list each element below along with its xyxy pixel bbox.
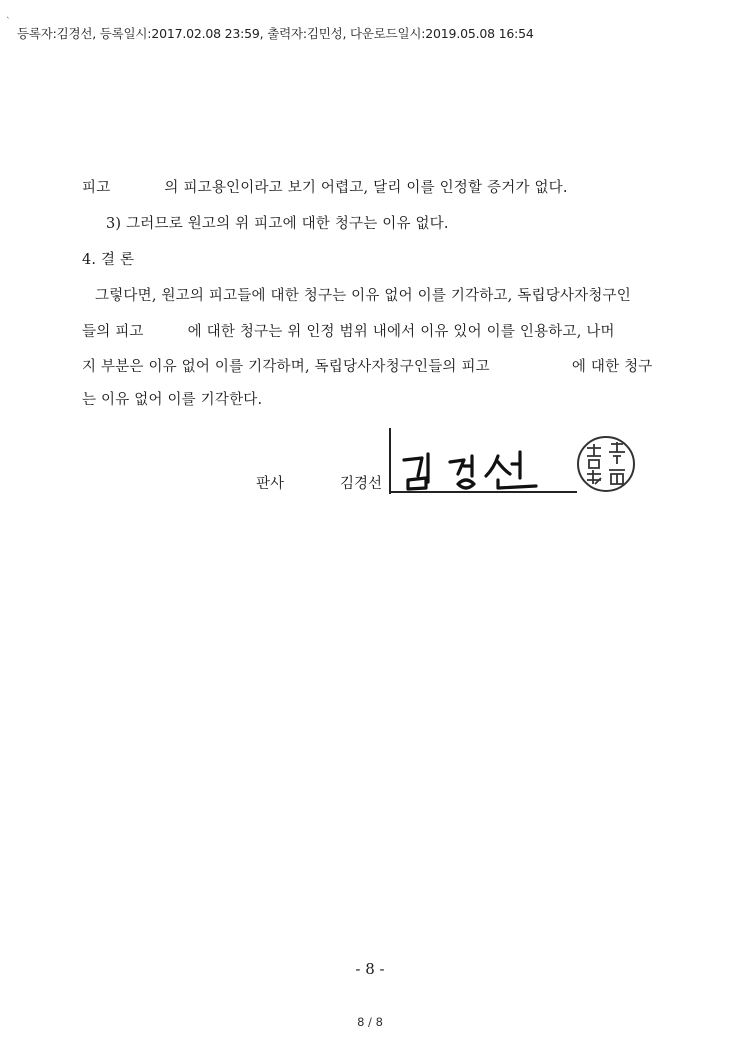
judge-seal (575, 434, 637, 494)
page-number: - 8 - (355, 960, 385, 978)
defendant-label: 피고 (82, 180, 111, 196)
conclusion-line-3-b: 에 대한 청구 (571, 359, 653, 375)
page-counter: 8 / 8 (357, 1015, 383, 1029)
section-heading-conclusion: 4. 결 론 (82, 252, 135, 268)
conclusion-line-2-a: 들의 피고 (82, 324, 144, 340)
handwritten-signature (398, 448, 548, 492)
body-line-2: 3) 그러므로 원고의 위 피고에 대한 청구는 이유 없다. (106, 216, 449, 232)
line-1-text: 의 피고용인이라고 보기 어렵고, 달리 이를 인정할 증거가 없다. (164, 180, 568, 196)
conclusion-line-4: 는 이유 없어 이를 기각한다. (82, 392, 263, 408)
conclusion-line-2-b: 에 대한 청구는 위 인정 범위 내에서 이유 있어 이를 인용하고, 나머 (187, 324, 615, 340)
conclusion-line-2 (82, 320, 615, 341)
judge-name: 김경선 (340, 476, 383, 492)
conclusion-line-3 (82, 355, 653, 376)
judge-title: 판사 (256, 476, 285, 492)
scan-mark: ` (6, 17, 11, 27)
conclusion-line-1: 그렇다면, 원고의 피고들에 대한 청구는 이유 없어 이를 기각하고, 독립당사자청구인 (95, 288, 631, 304)
body-line-1 (82, 176, 568, 197)
conclusion-line-3-a: 지 부분은 이유 없어 이를 기각하며, 독립당사자청구인들의 피고 (82, 359, 490, 375)
signature-vertical-line (389, 428, 391, 494)
registration-header: 등록자:김경선, 등록일시:2017.02.08 23:59, 출력자:김민성, 다운로드일시:2019.05.08 16:54 (17, 26, 534, 41)
